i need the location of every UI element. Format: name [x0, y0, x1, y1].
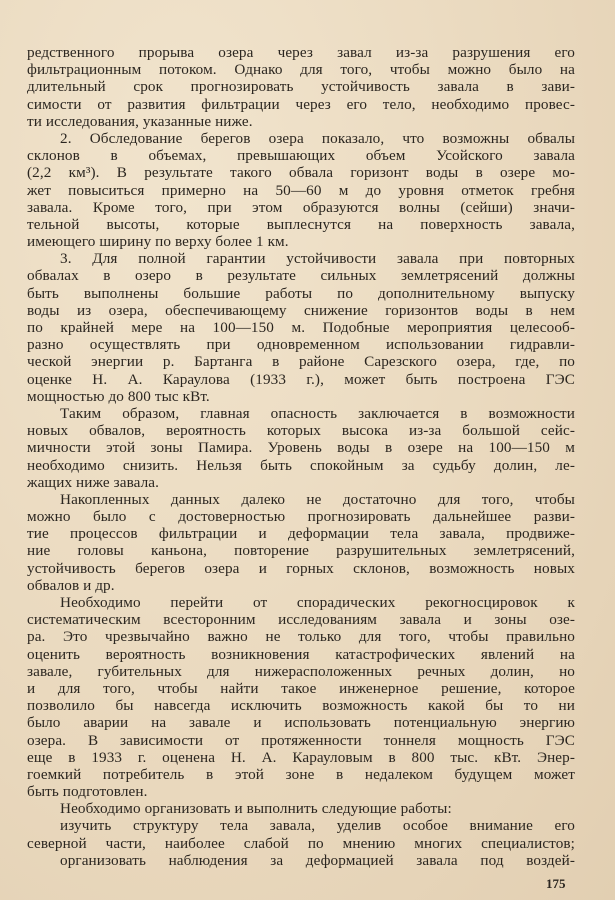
- text-line: склонов в объемах, превышающих объем Усойского завала: [27, 147, 575, 165]
- text-line: новых обвалов, вероятность которых высока из-за большой сейс-: [27, 422, 575, 440]
- text-line: мичности этой зоны Памира. Уровень воды в озере на 100—150 м: [27, 439, 575, 457]
- text-line: озера. В зависимости от протяженности тоннеля мощность ГЭС: [27, 731, 575, 749]
- text-line: по крайней мере на 100—150 м. Подобные мероприятия целесооб-: [27, 319, 575, 336]
- text-line: завале, губительных для нижерасположенных речных долин, но: [27, 662, 575, 680]
- text-line: 2. Обследование берегов озера показало, что возможны обвалы: [60, 129, 575, 147]
- text-line: позволило бы навсегда исключить возможность какой бы то ни: [27, 697, 575, 715]
- text-line: тельной высоты, которые выплеснутся на поверхность завала,: [27, 215, 575, 233]
- text-line: обвалов и др.: [27, 576, 115, 594]
- text-line: Необходимо организовать и выполнить следующие работы:: [60, 800, 452, 818]
- text-line: ти исследования, указанные ниже.: [27, 112, 253, 130]
- text-line: ра. Это чрезвычайно важно не только для того, чтобы правильно: [27, 628, 575, 646]
- text-line: еще в 1933 г. оценена Н. А. Карауловым в 800 тыс. кВт. Энер-: [27, 748, 575, 766]
- text-line: завала. Кроме того, при этом образуются волны (сейши) значи-: [27, 198, 575, 216]
- text-line: 3. Для полной гарантии устойчивости завала при повторных: [60, 250, 575, 268]
- text-line: длительный срок прогнозировать устойчивость завала в зави-: [27, 78, 575, 96]
- text-line: жет повыситься примерно на 50—60 м до уровня отметок гребня: [27, 181, 575, 199]
- text-line: северной части, наиболее слабой по мнению многих специалистов;: [27, 834, 575, 852]
- text-line: (2,2 км³). В результате такого обвала горизонт воды в озере мо-: [27, 164, 575, 182]
- text-line: симости от развития фильтрации через его тело, необходимо провес-: [27, 95, 575, 113]
- text-line: оценить вероятность возникновения катастрофических явлений на: [27, 645, 575, 663]
- text-line: организовать наблюдения за деформацией завала под воздей-: [60, 851, 575, 869]
- text-line: необходимо снизить. Нельзя быть спокойным за судьбу долин, ле-: [27, 456, 575, 474]
- text-line: быть выполнены большие работы по дополнительному выпуску: [27, 284, 575, 302]
- text-line: жащих ниже завала.: [27, 473, 160, 491]
- text-line: систематическим всесторонним исследованиям завала и зоны озе-: [27, 611, 575, 629]
- text-line: оценке Н. А. Караулова (1933 г.), может быть построена ГЭС: [27, 370, 575, 388]
- page-text-block: [27, 44, 575, 869]
- text-line: Накопленных данных далеко не достаточно для того, чтобы: [60, 490, 575, 508]
- text-line: Таким образом, главная опасность заключается в возможности: [60, 404, 575, 422]
- text-line: и для того, чтобы найти такое инженерное решение, которое: [27, 679, 575, 697]
- text-line: обвалах в озеро в результате сильных землетрясений должны: [27, 267, 575, 285]
- text-line: можно было с достоверностью прогнозировать дальнейшее разви-: [27, 508, 575, 526]
- text-line: тие процессов фильтрации и деформации тела завала, продвиже-: [27, 525, 575, 543]
- text-line: было аварии на завале и использовать потенциальную энергию: [27, 714, 575, 732]
- text-line: редственного прорыва озера через завал из-за разрушения его: [27, 44, 575, 61]
- text-line: быть подготовлен.: [27, 783, 148, 801]
- text-line: ние головы каньона, повторение разрушительных землетрясений,: [27, 542, 575, 560]
- page-number: 175: [546, 876, 566, 891]
- text-line: разно осуществлять при одновременном использовании гидравли-: [27, 336, 575, 354]
- text-line: фильтрационным потоком. Однако для того, чтобы можно было на: [27, 61, 575, 79]
- text-line: воды из озера, обеспечивающему снижение горизонтов воды в нем: [27, 301, 575, 319]
- text-line: устойчивость берегов озера и горных склонов, возможность новых: [27, 559, 575, 577]
- text-line: мощностью до 800 тыс кВт.: [27, 387, 210, 405]
- text-line: Необходимо перейти от спорадических рекогносцировок к: [60, 594, 575, 611]
- text-line: ческой энергии р. Бартанга в районе Сарезского озера, где, по: [27, 353, 575, 371]
- text-line: имеющего ширину по верху более 1 км.: [27, 233, 289, 251]
- text-line: изучить структуру тела завала, уделив особое внимание его: [60, 817, 575, 835]
- text-line: гоемкий потребитель в этой зоне в недалеком будущем может: [27, 765, 575, 783]
